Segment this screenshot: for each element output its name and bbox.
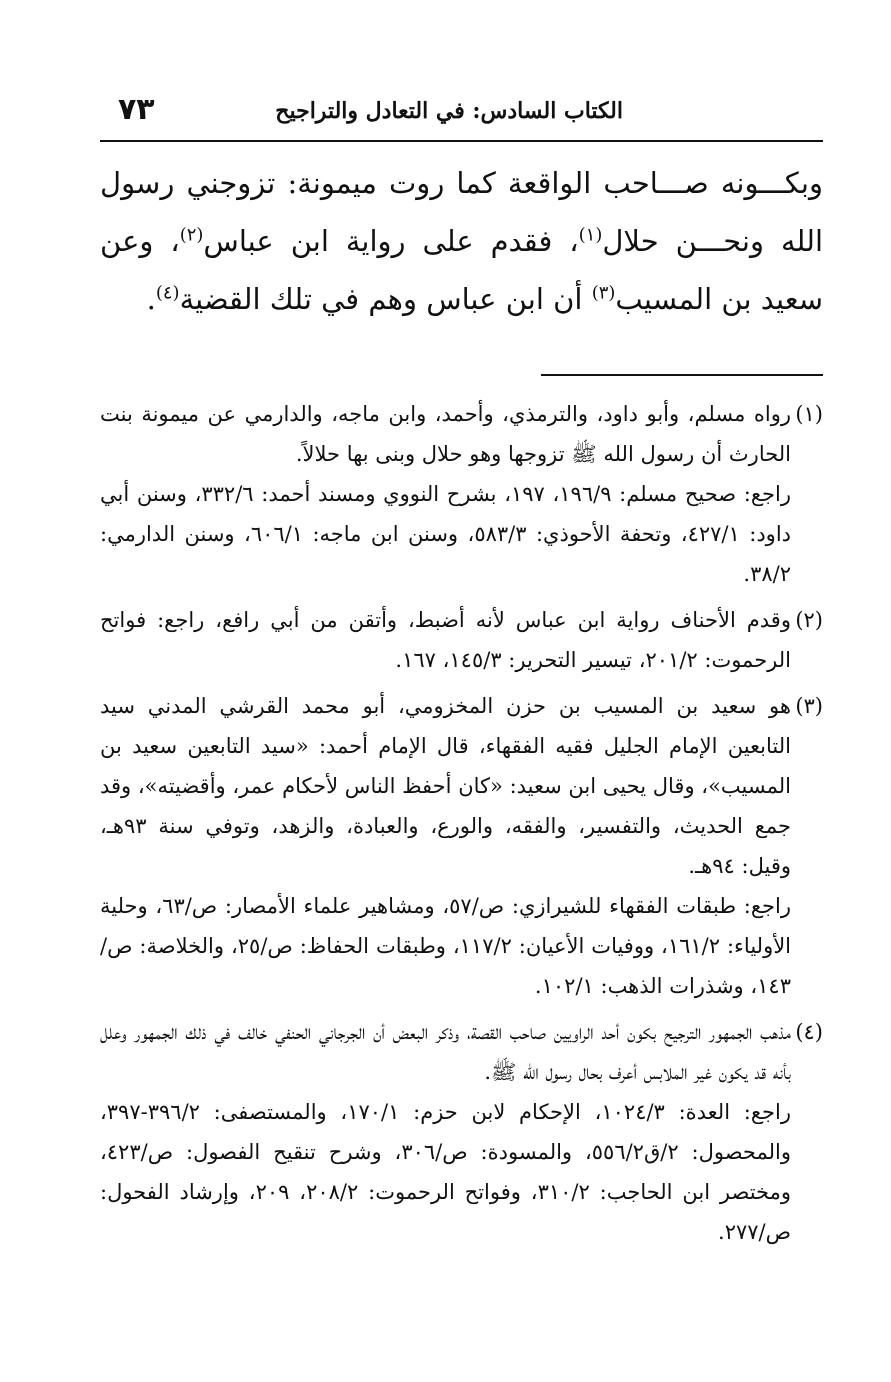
main-paragraph: [100, 154, 823, 328]
footnote-separator: [541, 374, 823, 376]
footnote-body: [100, 686, 791, 1006]
footnote-paragraph: هو سعيد بن المسيب بن حزن المخزومي، أبو محمد القرشي المدني سيد التابعين الإمام الجليل فقيه الفقهاء، قال الإمام أحمد: «سيد التابعين سعيد بن المسيب»، وقال يحيى ابن سعيد: «كان أحفظ الناس لأحكام عمر، وأقضيته»، وقد جمع الحديث، والتفسير، والفقه، والورع، والعبادة، والزهد، وتوفي سنة ٩٣هـ، وقيل: ٩٤هـ.: [100, 694, 791, 878]
footnote-number: (٤): [795, 1020, 823, 1044]
footnote-1: [100, 394, 823, 594]
footnote-number: (٢): [795, 608, 823, 632]
footnote-number: (٣): [795, 694, 823, 718]
footnote-ref-2[interactable]: (٢): [179, 224, 204, 246]
footnote-paragraph: رواه مسلم، وأبو داود، والترمذي، وأحمد، وابن ماجه، والدارمي عن ميمونة بنت الحارث أن رسول الله ﷺ تزوجها وهو حلال وبنى بها حلالاً.: [100, 402, 791, 466]
footnotes: [100, 394, 823, 1252]
main-text-part: أن ابن عباس وهم في تلك القضية: [179, 282, 592, 316]
footnote-number: (١): [795, 402, 823, 426]
footnote-ref-4[interactable]: (٤): [155, 282, 180, 304]
main-text-part: .: [146, 282, 156, 316]
footnote-paragraph: مذهب الجمهور الترجيح بكون أحد الراويين صاحب القصة، وذكر البعض أن الجرجاني الحنفي خالف في ذلك الجمهور وعلل بأنه قد يكون غير الملابس أعرف بحال رسول الله ﷺ.: [100, 1020, 791, 1084]
header-rule: [100, 140, 823, 142]
footnote-ref-1[interactable]: (١): [578, 224, 603, 246]
main-text-part: ، وعن سعيد بن المسيب: [100, 224, 823, 316]
footnote-body: [100, 600, 791, 680]
footnote-4: [100, 1012, 823, 1252]
footnote-ref-3[interactable]: (٣): [591, 282, 616, 304]
footnote-paragraph: راجع: طبقات الفقهاء للشيرازي: ص/٥٧، ومشاهير علماء الأمصار: ص/٦٣، وحلية الأولياء: ١٦١/٢، ووفيات الأعيان: ١١٧/٢، وطبقات الحفاظ: ص/٢٥، والخلاصة: ص/١٤٣، وشذرات الذهب: ١٠٢/١.: [100, 894, 792, 998]
footnote-body: [100, 1012, 791, 1252]
footnote-3: [100, 686, 823, 1006]
footnote-paragraph: راجع: العدة: ١٠٢٤/٣، الإحكام لابن حزم: ١٧٠/١، والمستصفى: ٣٩٦/٢-٣٩٧، والمحصول: ٢/ق٥٥٦/٢، والمسودة: ص/٣٠٦، وشرح تنقيح الفصول: ص/٤٢٣، ومختصر ابن الحاجب: ٣١٠/٢، وفواتح الرحموت: ٢٠٨/٢، ٢٠٩، وإرشاد الفحول: ص/٢٧٧.: [100, 1100, 792, 1244]
main-text-part: ، فقدم على رواية ابن عباس: [203, 224, 579, 258]
footnote-paragraph: وقدم الأحناف رواية ابن عباس لأنه أضبط، وأتقن من أبي رافع، راجع: فواتح الرحموت: ٢٠١/٢، تيسير التحرير: ١٤٥/٣، ١٦٧.: [100, 608, 791, 672]
main-text: [100, 154, 823, 328]
footnote-body: [100, 394, 791, 594]
page-header: [100, 92, 823, 138]
running-title: الكتاب السادس: في التعادل والتراجيح: [275, 98, 623, 124]
footnote-2: [100, 600, 823, 680]
main-text-part: وبكـــونه صـــاحب الواقعة كما روت ميمونة: تزوجني رسول الله ونحـــن حلال: [100, 166, 824, 258]
page-number: ٧٣: [118, 92, 155, 127]
book-page: [100, 92, 823, 1322]
footnote-paragraph: راجع: صحيح مسلم: ١٩٦/٩، ١٩٧، بشرح النووي ومسند أحمد: ٣٣٢/٦، وسنن أبي داود: ٤٢٧/١، وتحفة الأحوذي: ٥٨٣/٣، وسنن ابن ماجه: ٦٠٦/١، وسنن الدارمي: ٣٨/٢.: [100, 482, 792, 586]
